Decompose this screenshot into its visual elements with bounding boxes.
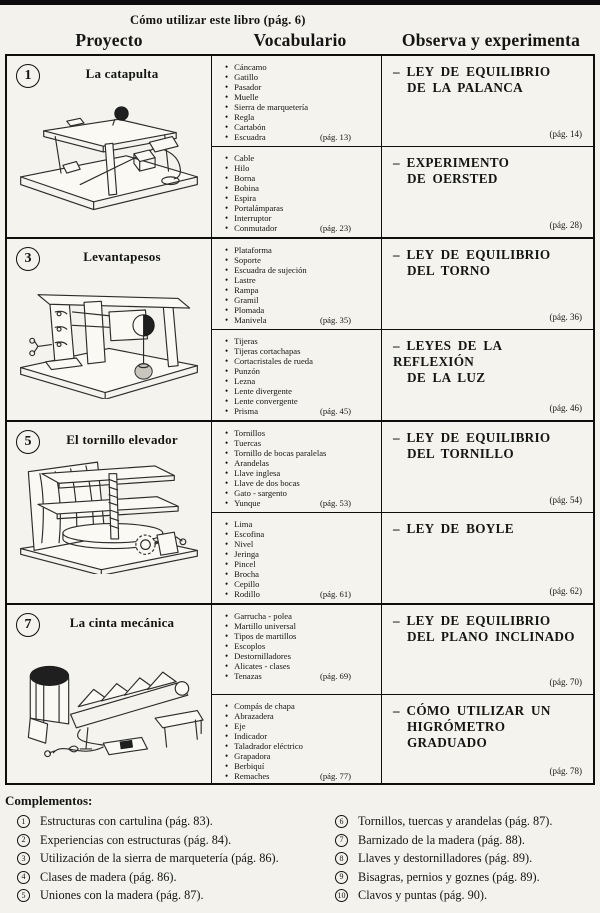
vocab-list <box>212 422 382 512</box>
index-table <box>5 54 595 785</box>
circled-number-icon: 5 <box>17 889 30 902</box>
law-title-line2: DE LA PALANCA <box>407 80 523 95</box>
law-title-line2: HIGRÓMETRO GRADUADO <box>407 718 506 750</box>
complemento-text: Estructuras con cartulina (pág. 83). <box>40 814 213 828</box>
law-page-ref: (pág. 46) <box>549 403 582 413</box>
complementos-right-column <box>335 814 595 907</box>
complemento-item <box>335 870 595 884</box>
complemento-text: Bisagras, pernios y goznes (pág. 89). <box>358 869 540 884</box>
project-number-badge: 5 <box>16 430 40 454</box>
law-title-line1: – LEY DE BOYLE <box>393 521 514 536</box>
vocab-item: • Berbiquí <box>225 761 377 771</box>
header-proyecto: Proyecto <box>75 30 143 50</box>
vocab-item: • Brocha <box>225 569 377 579</box>
vocab-item: • Tijeras cortachapas <box>225 346 377 356</box>
vocab-item: • Lente divergente <box>225 386 377 396</box>
vocab-item: • Tipos de martillos <box>225 631 377 641</box>
project-number-badge: 7 <box>16 613 40 637</box>
weight-lifter-sketch <box>13 269 205 399</box>
observa-cell <box>382 330 593 420</box>
circled-number-icon: 8 <box>335 852 348 865</box>
unit <box>212 695 593 784</box>
vocab-item: • Borna <box>225 173 377 183</box>
vocab-list <box>212 695 382 784</box>
unit <box>212 422 593 513</box>
vocab-item: • Rodillo <box>225 589 377 599</box>
vocab-item: • Hilo <box>225 163 377 173</box>
complemento-text: Clavos y puntas (pág. 90). <box>358 888 488 902</box>
complemento-text: Clases de madera (pág. 86). <box>40 869 177 884</box>
project-title: La cinta mecánica <box>69 615 175 630</box>
unit <box>212 513 593 603</box>
vocab-item: • Plataforma <box>225 245 377 255</box>
law-title-line1: – LEY DE EQUILIBRIO <box>393 64 551 79</box>
law-title-line2: DE OERSTED <box>407 171 498 186</box>
law-page-ref: (pág. 28) <box>549 220 582 230</box>
complemento-item <box>335 851 595 865</box>
vocab-item: • Indicador <box>225 731 377 741</box>
complemento-item <box>335 833 595 847</box>
complemento-text: Utilización de la sierra de marquetería (pág. 86). <box>40 851 279 865</box>
law-title-line1: – LEY DE EQUILIBRIO <box>393 613 551 628</box>
vocab-item: • Yunque <box>225 498 377 508</box>
unit <box>212 605 593 695</box>
vocab-item: • Cepillo <box>225 579 377 589</box>
vocab-item: • Cartabón <box>225 122 377 132</box>
complemento-text: Uniones con la madera (pág. 87). <box>40 888 204 902</box>
project-cell <box>7 422 212 603</box>
law-page-ref: (pág. 62) <box>549 586 582 596</box>
top-rule <box>0 0 600 5</box>
vocab-list <box>212 147 382 237</box>
vocab-item: • Llave inglesa <box>225 468 377 478</box>
vocab-item: • Cáncamo <box>225 62 377 72</box>
project-number-badge: 1 <box>16 64 40 88</box>
vocab-item: • Plomada <box>225 305 377 315</box>
complementos-left-column <box>5 814 335 907</box>
vocab-item: • Compás de chapa <box>225 701 377 711</box>
unit <box>212 239 593 330</box>
vocab-list <box>212 513 382 603</box>
law-title-line2: DE LA LUZ <box>407 370 486 385</box>
law-title-line1: – CÓMO UTILIZAR UN <box>393 702 551 718</box>
vocab-page-ref: (pág. 35) <box>319 315 351 325</box>
circled-number-icon: 10 <box>335 889 348 902</box>
project-cell <box>7 239 212 420</box>
complemento-item <box>17 833 335 847</box>
law-title-line2: DEL TORNILLO <box>407 446 514 461</box>
project-title: Levantapesos <box>83 249 161 264</box>
observa-cell <box>382 422 593 512</box>
vocab-item: • Muelle <box>225 92 377 102</box>
law-title-line2: DEL TORNO <box>407 263 491 278</box>
law-title-line1: – LEYES DE LA REFLEXIÓN <box>393 338 502 369</box>
vocab-item: • Bobina <box>225 183 377 193</box>
project-title: El tornillo elevador <box>66 432 178 447</box>
complemento-item <box>335 888 595 902</box>
complemento-item <box>17 814 335 828</box>
complementos-section <box>0 785 600 907</box>
project-title: La catapulta <box>85 66 159 81</box>
how-to-use-note: Cómo utilizar este libro (pág. 6) <box>130 13 306 27</box>
screw-elevator-sketch <box>13 452 205 574</box>
complemento-text: Barnizado de la madera (pág. 88). <box>358 832 525 847</box>
observa-cell <box>382 513 593 603</box>
observa-cell <box>382 239 593 329</box>
vocab-item: • Escuadra de sujeción <box>225 265 377 275</box>
vocab-item: • Lezna <box>225 376 377 386</box>
vocab-item: • Punzón <box>225 366 377 376</box>
unit <box>212 56 593 147</box>
vocab-item: • Rampa <box>225 285 377 295</box>
observa-cell <box>382 605 593 694</box>
vocab-item: • Eje <box>225 721 377 731</box>
vocab-list <box>212 605 382 694</box>
vocab-item: • Arandelas <box>225 458 377 468</box>
conveyor-belt-sketch <box>13 635 205 763</box>
vocab-item: • Tijeras <box>225 336 377 346</box>
vocab-item: • Taladrador eléctrico <box>225 741 377 751</box>
circled-number-icon: 1 <box>17 815 30 828</box>
vocab-item: • Tuercas <box>225 438 377 448</box>
vocab-item: • Conmutador <box>225 223 377 233</box>
vocab-item: • Remaches <box>225 771 377 781</box>
vocab-item: • Gramil <box>225 295 377 305</box>
vocab-list <box>212 330 382 420</box>
vocab-item: • Tornillo de bocas paralelas <box>225 448 377 458</box>
complemento-item <box>335 814 595 828</box>
vocab-item: • Escofina <box>225 529 377 539</box>
circled-number-icon: 2 <box>17 834 30 847</box>
vocab-item: • Pincel <box>225 559 377 569</box>
header-vocabulario: Vocabulario <box>253 30 347 50</box>
project-row-catapulta <box>7 56 593 239</box>
header-observa: Observa y experimenta <box>401 30 581 50</box>
vocab-item: • Sierra de marquetería <box>225 102 377 112</box>
vocab-item: • Martillo universal <box>225 621 377 631</box>
vocab-item: • Llave de dos bocas <box>225 478 377 488</box>
vocab-list <box>212 56 382 146</box>
vocab-page-ref: (pág. 23) <box>319 223 351 233</box>
circled-number-icon: 3 <box>17 852 30 865</box>
vocab-page-ref: (pág. 69) <box>319 671 351 681</box>
vocab-page-ref: (pág. 45) <box>319 406 351 416</box>
vocab-item: • Grapadora <box>225 751 377 761</box>
vocab-item: • Interruptor <box>225 213 377 223</box>
vocab-page-ref: (pág. 13) <box>319 132 351 142</box>
project-row-cinta-mecanica <box>7 605 593 783</box>
circled-number-icon: 9 <box>335 871 348 884</box>
vocab-list <box>212 239 382 329</box>
project-cell <box>7 56 212 237</box>
vocab-item: • Prisma <box>225 406 377 416</box>
law-page-ref: (pág. 54) <box>549 495 582 505</box>
observa-cell <box>382 695 593 784</box>
law-page-ref: (pág. 36) <box>549 312 582 322</box>
vocab-item: • Destornilladores <box>225 651 377 661</box>
vocab-item: • Regla <box>225 112 377 122</box>
law-page-ref: (pág. 14) <box>549 129 582 139</box>
vocab-item: • Portalámparas <box>225 203 377 213</box>
vocab-item: • Lastre <box>225 275 377 285</box>
circled-number-icon: 6 <box>335 815 348 828</box>
vocab-page-ref: (pág. 77) <box>319 770 351 781</box>
vocab-item: • Garrucha - polea <box>225 611 377 621</box>
law-title-line1: – LEY DE EQUILIBRIO <box>393 430 551 445</box>
vocab-item: • Gato - sargento <box>225 488 377 498</box>
complemento-text: Tornillos, tuercas y arandelas (pág. 87). <box>358 814 553 828</box>
complemento-text: Llaves y destornilladores (pág. 89). <box>358 851 533 865</box>
vocab-item: • Escoplos <box>225 641 377 651</box>
project-cell <box>7 605 212 783</box>
vocab-item: • Pasador <box>225 82 377 92</box>
vocab-item: • Espira <box>225 193 377 203</box>
vocab-item: • Cable <box>225 153 377 163</box>
law-title-line2: DEL PLANO INCLINADO <box>407 629 575 644</box>
law-title-line1: – EXPERIMENTO <box>393 155 510 170</box>
vocab-item: • Soporte <box>225 255 377 265</box>
project-number-badge: 3 <box>16 247 40 271</box>
vocab-item: • Lima <box>225 519 377 529</box>
complementos-title: Complementos: <box>5 793 93 808</box>
law-page-ref: (pág. 70) <box>549 676 582 687</box>
vocab-item: • Tornillos <box>225 428 377 438</box>
vocab-item: • Escuadra <box>225 132 377 142</box>
vocab-item: • Jeringa <box>225 549 377 559</box>
catapult-illustration <box>13 86 205 214</box>
law-title-line1: – LEY DE EQUILIBRIO <box>393 247 551 262</box>
complemento-item <box>17 870 335 884</box>
project-row-tornillo-elevador <box>7 422 593 605</box>
observa-cell <box>382 147 593 237</box>
unit <box>212 330 593 420</box>
vocab-page-ref: (pág. 61) <box>319 589 351 599</box>
circled-number-icon: 7 <box>335 834 348 847</box>
vocab-item: • Cortacristales de rueda <box>225 356 377 366</box>
vocab-item: • Manivela <box>225 315 377 325</box>
complemento-item <box>17 888 335 902</box>
vocab-item: • Gatillo <box>225 72 377 82</box>
vocab-item: • Abrazadera <box>225 711 377 721</box>
circled-number-icon: 4 <box>17 871 30 884</box>
complemento-text: Experiencias con estructuras (pág. 84). <box>40 832 232 847</box>
law-page-ref: (pág. 78) <box>549 766 582 776</box>
observa-cell <box>382 56 593 146</box>
vocab-item: • Lente convergente <box>225 396 377 406</box>
unit <box>212 147 593 237</box>
vocab-item: • Tenazas <box>225 671 377 681</box>
vocab-item: • Alicates - clases <box>225 661 377 671</box>
project-row-levantapesos <box>7 239 593 422</box>
column-headers <box>4 30 596 51</box>
complemento-item <box>17 851 335 865</box>
vocab-page-ref: (pág. 53) <box>319 498 351 508</box>
vocab-item: • Nivel <box>225 539 377 549</box>
